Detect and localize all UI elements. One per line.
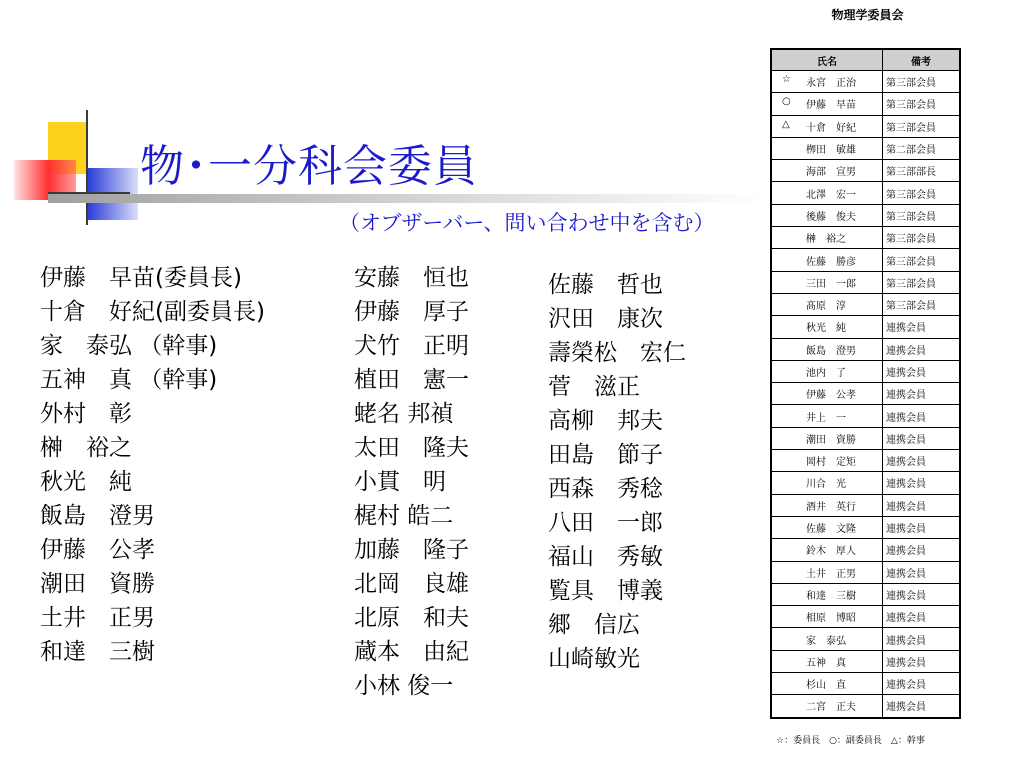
roster-name-cell: [771, 628, 883, 650]
member-name: 小貫 明: [354, 469, 446, 495]
roster-name-cell: [771, 516, 883, 538]
roster-name: 北澤 宏一: [806, 189, 856, 201]
logo-vertical-line: [86, 110, 88, 225]
roster-name-cell: [771, 182, 883, 204]
roster-name-cell: [771, 204, 883, 226]
member-name: 沢田 康次: [548, 306, 663, 332]
member-name: 五神 真 （幹事): [40, 367, 218, 393]
slide-title: 物･一分科会委員: [140, 141, 478, 192]
roster-row: [771, 539, 960, 561]
roster-remark-cell: 連携会員: [883, 650, 961, 672]
roster-name-cell: [771, 673, 883, 695]
roster-remark-cell: 連携会員: [883, 338, 961, 360]
roster-name: 永宮 正治: [806, 78, 856, 90]
roster-name: 海部 宣男: [806, 167, 856, 179]
roster-name-cell: [771, 427, 883, 449]
roster-name-cell: [771, 561, 883, 583]
roster-name-cell: [771, 338, 883, 360]
roster-remark-cell: 連携会員: [883, 494, 961, 516]
roster-remark-cell: 連携会員: [883, 516, 961, 538]
roster-row: [771, 628, 960, 650]
roster-remark-cell: 第三部会員: [883, 293, 961, 315]
roster-name: 栁田 敏雄: [806, 145, 856, 157]
roster-name-cell: [771, 583, 883, 605]
roster-name-cell: [771, 383, 883, 405]
roster-row: [771, 137, 960, 159]
member-list-column-3: [548, 268, 686, 676]
roster-row: [771, 71, 960, 93]
member-name: 伊藤 早苗(委員長): [40, 265, 242, 291]
member-name: 覧具 博義: [548, 578, 663, 604]
roster-header-name: 氏名: [771, 49, 883, 71]
roster-name-cell: [771, 606, 883, 628]
roster-row: [771, 293, 960, 315]
roster-name-cell: [771, 249, 883, 271]
roster-name: 五神 真: [806, 657, 846, 669]
member-name: 安藤 恒也: [354, 265, 469, 291]
roster-name-cell: [771, 695, 883, 718]
roster-row: [771, 405, 960, 427]
roster-row: [771, 650, 960, 672]
roster-name: 髙原 淳: [806, 301, 846, 313]
roster-name-cell: [771, 227, 883, 249]
role-mark: △: [782, 118, 790, 130]
roster-row: [771, 360, 960, 382]
member-name: 十倉 好紀(副委員長): [40, 299, 265, 325]
roster-name-cell: [771, 71, 883, 93]
title-underline: [48, 194, 768, 203]
member-name: 蛯名 邦禎: [354, 401, 454, 427]
roster-name: 家 泰弘: [806, 635, 846, 647]
member-name: 秋光 純: [40, 469, 132, 495]
roster-remark-cell: 第三部会員: [883, 227, 961, 249]
member-name: 犬竹 正明: [354, 333, 469, 359]
roster-name: 杉山 直: [806, 680, 846, 692]
role-mark: ☆: [782, 74, 791, 85]
roster-remark-cell: 連携会員: [883, 360, 961, 382]
roster-name: 二宮 正夫: [806, 702, 856, 714]
roster-row: [771, 561, 960, 583]
roster-remark-cell: 連携会員: [883, 561, 961, 583]
roster-name-cell: [771, 160, 883, 182]
member-name: 伊藤 厚子: [354, 299, 469, 325]
roster-name: 後藤 俊夫: [806, 211, 856, 223]
roster-body: [771, 71, 960, 718]
member-name: 福山 秀敏: [548, 544, 663, 570]
member-name: 北岡 良雄: [354, 571, 469, 597]
member-list-column-2: [354, 261, 469, 703]
member-name: 壽榮松 宏仁: [548, 340, 686, 366]
roster-name-cell: [771, 405, 883, 427]
roster-remark-cell: 第二部会員: [883, 137, 961, 159]
roster-name-cell: [771, 293, 883, 315]
roster-row: [771, 673, 960, 695]
roster-remark-cell: 連携会員: [883, 673, 961, 695]
roster-row: [771, 160, 960, 182]
member-name: 蔵本 由紀: [354, 639, 469, 665]
roster-remark-cell: 連携会員: [883, 695, 961, 718]
roster-row: [771, 93, 960, 115]
roster-name: 酒井 英行: [806, 501, 856, 513]
member-name: 飯島 澄男: [40, 503, 155, 529]
member-name: 小林 俊一: [354, 673, 454, 699]
roster-name: 伊藤 公孝: [806, 390, 856, 402]
roster-name-cell: [771, 137, 883, 159]
roster-name: 相原 博昭: [806, 613, 856, 625]
roster-remark-cell: 連携会員: [883, 628, 961, 650]
roster-remark-cell: 連携会員: [883, 583, 961, 605]
roster-row: [771, 427, 960, 449]
roster-remark-cell: 連携会員: [883, 383, 961, 405]
member-name: 加藤 隆子: [354, 537, 469, 563]
roster-row: [771, 450, 960, 472]
member-name: 太田 隆夫: [354, 435, 469, 461]
roster-remark-cell: 第三部会員: [883, 93, 961, 115]
roster-remark-cell: 第三部会員: [883, 71, 961, 93]
roster-row: [771, 338, 960, 360]
roster-row: [771, 695, 960, 718]
member-name: 田島 節子: [548, 442, 663, 468]
roster-name: 鈴木 厚人: [806, 546, 856, 558]
roster-name-cell: [771, 115, 883, 137]
roster-row: [771, 606, 960, 628]
roster-name-cell: [771, 650, 883, 672]
roster-name: 和達 三樹: [806, 590, 856, 602]
member-list-column-1: [40, 261, 265, 669]
roster-remark-cell: 連携会員: [883, 450, 961, 472]
roster-name: 佐藤 勝彦: [806, 256, 856, 268]
roster-name: 十倉 好紀: [806, 122, 856, 134]
member-name: 梶村 皓二: [354, 503, 454, 529]
role-mark: ○: [782, 96, 791, 108]
roster-name: 岡村 定矩: [806, 457, 856, 469]
member-name: 和達 三樹: [40, 639, 155, 665]
member-name: 西森 秀稔: [548, 476, 663, 502]
roster-remark-cell: 第三部会員: [883, 115, 961, 137]
roster-name-cell: [771, 450, 883, 472]
roster-row: [771, 115, 960, 137]
roster-remark-cell: 第三部会員: [883, 249, 961, 271]
roster-legend: ☆：委員長 ○：副委員長 △：幹事: [776, 736, 925, 746]
roster-remark-cell: 連携会員: [883, 539, 961, 561]
roster-heading: 物理学委員会: [831, 8, 904, 22]
member-name: 土井 正男: [40, 605, 155, 631]
roster-remark-cell: 連携会員: [883, 405, 961, 427]
member-name: 郷 信広: [548, 612, 640, 638]
roster-name-cell: [771, 316, 883, 338]
member-name: 伊藤 公孝: [40, 537, 155, 563]
roster-header-row: [771, 49, 960, 71]
roster-row: [771, 516, 960, 538]
roster-name: 飯島 澄男: [806, 345, 856, 357]
member-name: 家 泰弘 （幹事): [40, 333, 218, 359]
roster-name: 秋光 純: [806, 323, 846, 335]
roster-name-cell: [771, 472, 883, 494]
roster-name: 井上 一: [806, 412, 846, 424]
roster-row: [771, 227, 960, 249]
roster-name: 榊 裕之: [806, 234, 846, 246]
roster-header-remark: 備考: [883, 49, 961, 71]
roster-remark-cell: 第三部部長: [883, 160, 961, 182]
roster-row: [771, 182, 960, 204]
roster-name: 土井 正男: [806, 568, 856, 580]
member-name: 高柳 邦夫: [548, 408, 663, 434]
member-name: 八田 一郎: [548, 510, 663, 536]
roster-row: [771, 271, 960, 293]
roster-remark-cell: 連携会員: [883, 472, 961, 494]
roster-name: 川合 光: [806, 479, 846, 491]
roster-name-cell: [771, 271, 883, 293]
member-name: 北原 和夫: [354, 605, 469, 631]
roster-name-cell: [771, 93, 883, 115]
roster-remark-cell: 連携会員: [883, 316, 961, 338]
member-name: 佐藤 哲也: [548, 272, 663, 298]
decorative-logo: [0, 110, 140, 230]
roster-name-cell: [771, 539, 883, 561]
roster-row: [771, 204, 960, 226]
roster-name: 潮田 資勝: [806, 434, 856, 446]
roster-row: [771, 383, 960, 405]
roster-name: 伊藤 早苗: [806, 100, 856, 112]
roster-row: [771, 472, 960, 494]
roster-name: 三田 一郎: [806, 278, 856, 290]
roster-row: [771, 583, 960, 605]
member-name: 榊 裕之: [40, 435, 132, 461]
slide-subtitle: （オブザーバー、問い合わせ中を含む）: [339, 211, 715, 235]
member-name: 外村 彰: [40, 401, 132, 427]
member-name: 潮田 資勝: [40, 571, 155, 597]
roster-remark-cell: 第三部会員: [883, 182, 961, 204]
roster-remark-cell: 連携会員: [883, 606, 961, 628]
roster-name: 池内 了: [806, 368, 846, 379]
roster-name: 佐藤 文隆: [806, 524, 856, 536]
member-name: 菅 滋正: [548, 374, 640, 400]
roster-remark-cell: 第三部会員: [883, 204, 961, 226]
roster-name-cell: [771, 360, 883, 382]
roster-row: [771, 249, 960, 271]
member-name: 植田 憲一: [354, 367, 469, 393]
roster-row: [771, 316, 960, 338]
roster-row: [771, 494, 960, 516]
member-name: 山崎敏光: [548, 646, 640, 672]
roster-name-cell: [771, 494, 883, 516]
roster-remark-cell: 第三部会員: [883, 271, 961, 293]
roster-remark-cell: 連携会員: [883, 427, 961, 449]
roster-table: [770, 48, 961, 719]
